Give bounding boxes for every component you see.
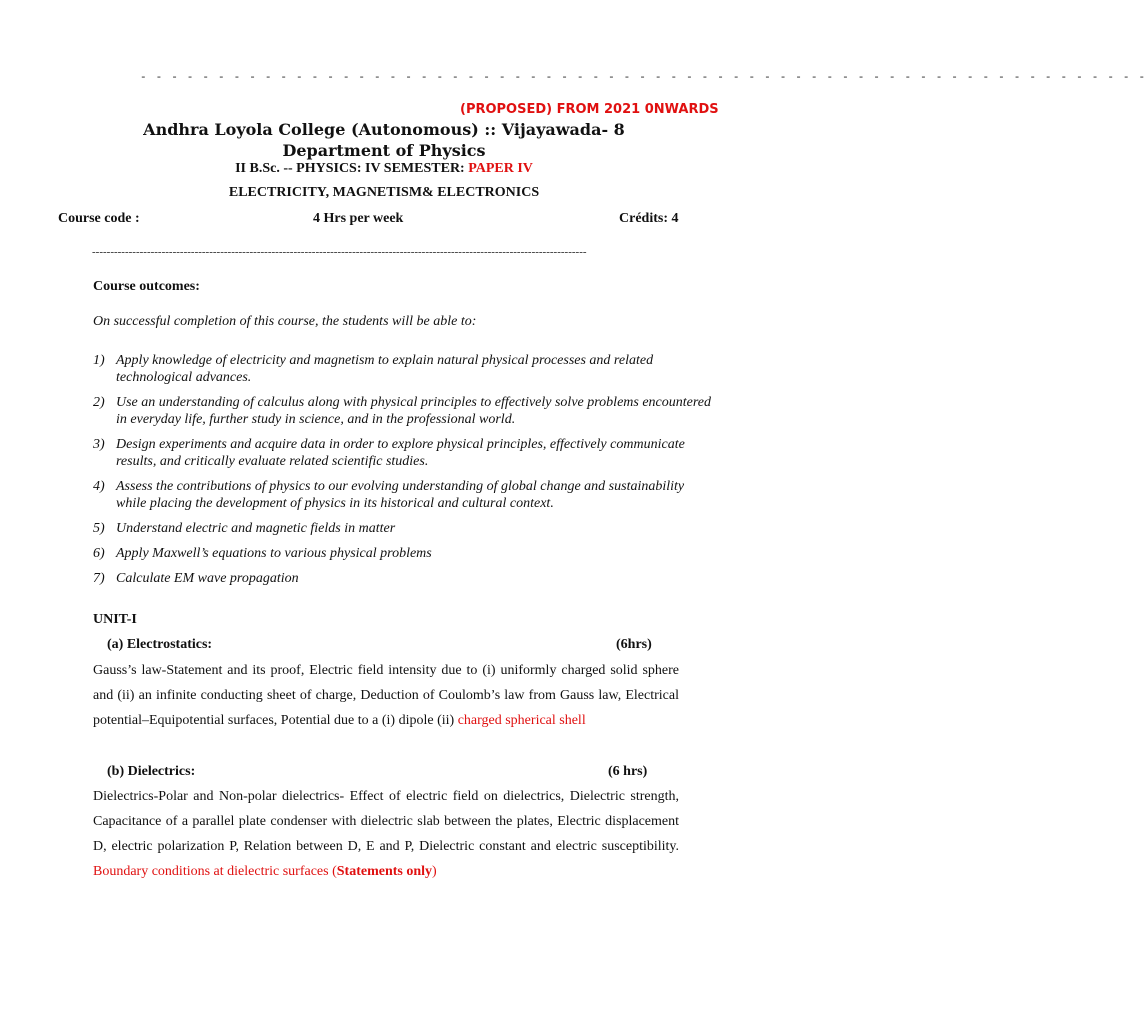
electrostatics-hours: (6hrs) bbox=[616, 637, 652, 652]
dielectrics-text: Dielectrics-Polar and Non-polar dielectrics- Effect of electric field on dielectrics, Dielectric strength, Capacitance of a parallel plate condenser with dielectric slab between the plates, Electric displacement D, electric polarization P, Relation between D, E and P, Dielectric constant and electric susceptibility. Boundary conditions at dielectric surfaces (Statements only) bbox=[93, 789, 679, 879]
outcome-item: 1) Apply knowledge of electricity and magnetism to explain natural physical processes and related technological advances. bbox=[93, 353, 654, 385]
hours-per-week: 4 Hrs per week bbox=[313, 211, 404, 226]
outcome-item: 2) Use an understanding of calculus along with physical principles to effectively solve problems encountered in everyday life, further study in science, and in the professional world. bbox=[93, 395, 712, 427]
semester-line bbox=[0, 161, 768, 177]
paper-label: PAPER IV bbox=[468, 161, 533, 176]
electrostatics-heading: (a) Electrostatics: bbox=[107, 637, 213, 652]
semester-prefix: II B.Sc. -- PHYSICS: IV SEMESTER: bbox=[235, 161, 469, 176]
department-name: Department of Physics bbox=[282, 141, 486, 160]
section-divider: --------------------------------------------------------------------------------------------------------------------------------------- bbox=[92, 246, 587, 258]
dielectrics-highlight-bold: Statements only bbox=[336, 864, 433, 879]
proposed-note: (PROPOSED) FROM 2021 0NWARDS bbox=[460, 102, 719, 117]
dielectrics-heading: (b) Dielectrics: bbox=[107, 764, 196, 779]
course-outcomes-heading: Course outcomes: bbox=[93, 279, 200, 294]
electrostatics-highlight: charged spherical shell bbox=[457, 713, 586, 728]
college-name: Andhra Loyola College (Autonomous) :: Vijayawada- 8 bbox=[143, 120, 625, 139]
outcome-item: 3) Design experiments and acquire data in order to explore physical principles, effectively communicate results, and critically evaluate related scientific studies. bbox=[93, 437, 685, 469]
course-title: ELECTRICITY, MAGNETISM& ELECTRONICS bbox=[228, 185, 540, 200]
outcome-item: 6) Apply Maxwell’s equations to various physical problems bbox=[93, 546, 432, 561]
outcome-item: 7) Calculate EM wave propagation bbox=[93, 571, 299, 586]
credits: Crédits: 4 bbox=[619, 211, 679, 226]
dielectrics-highlight: Boundary conditions at dielectric surfaces ( bbox=[93, 864, 337, 879]
top-dashed-rule: - - - - - - - - - - - - - - - - - - - - - - - - - - - - - - - - - - - - - - - - - - - - - - - - - - - - - - - - - - - - - - - - - bbox=[140, 72, 1146, 84]
unit-title: UNIT-I bbox=[93, 612, 137, 627]
course-outcomes-list bbox=[93, 352, 713, 595]
dielectrics-highlight-end: ) bbox=[432, 864, 437, 879]
electrostatics-text: Gauss’s law-Statement and its proof, Electric field intensity due to (i) uniformly charged solid sphere and (ii) an infinite conducting sheet of charge, Deduction of Coulomb’s law from Gauss law, Electrical potential–Equipotential surfaces, Potential due to a (i) dipole (ii) charged spherical shell bbox=[93, 663, 679, 728]
course-outcomes-intro: On successful completion of this course, the students will be able to: bbox=[93, 314, 477, 329]
course-code: Course code : bbox=[58, 211, 140, 226]
outcome-item: 5) Understand electric and magnetic fields in matter bbox=[93, 521, 396, 536]
dielectrics-hours: (6 hrs) bbox=[608, 764, 648, 779]
outcome-item: 4) Assess the contributions of physics to our evolving understanding of global change and sustainability while placing the development of physics in its historical and cultural context. bbox=[93, 479, 685, 511]
